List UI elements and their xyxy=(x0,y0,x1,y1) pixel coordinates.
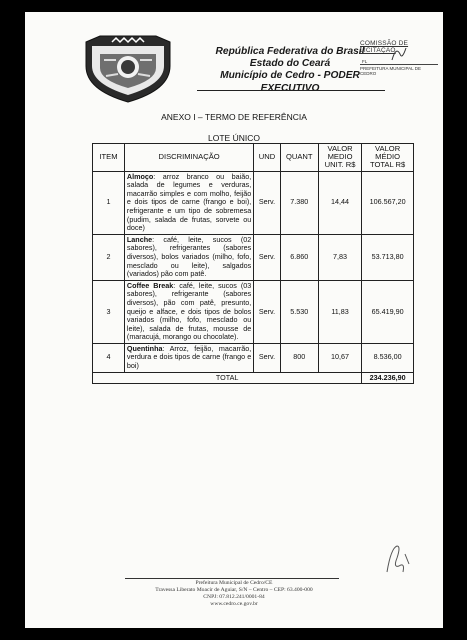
row-item-detail: : arroz branco ou baião, salada de legumes e verduras, macarrão simples e com molho, feijão e dois tipos de carne (frango e boi), refrigerante e um tipo de sobremesa (pudim, salada de frutas, sorvete ou doce) xyxy=(126,171,252,233)
row-item: 1 xyxy=(93,171,125,234)
document-page xyxy=(25,12,443,628)
col-und-header: UND xyxy=(254,144,280,172)
row-description xyxy=(124,343,253,372)
row-description xyxy=(124,234,253,280)
footer-address: Travessa Liberato Moacir de Aguiar, S/N – Centro – CEP: 63.400-000 xyxy=(155,587,313,593)
footer-cnpj: CNPJ: 07.812.241/0001-84 xyxy=(203,594,265,600)
table-header-row xyxy=(93,144,414,172)
row-unit-price: 7,83 xyxy=(318,234,361,280)
col-discriminacao-header: DISCRIMINAÇÃO xyxy=(124,144,253,172)
table-row xyxy=(93,343,414,372)
footer-org: Prefeitura Municipal de Cedro/CE xyxy=(195,580,273,586)
row-total-price: 53.713,80 xyxy=(362,234,414,280)
row-description xyxy=(124,280,253,343)
footer-divider xyxy=(125,578,339,579)
row-quantity: 6.860 xyxy=(280,234,318,280)
footer-website: www.cedro.ce.gov.br xyxy=(210,601,258,607)
row-item: 4 xyxy=(93,343,125,372)
row-item-name: Lanche xyxy=(126,234,153,244)
table-row xyxy=(93,280,414,343)
row-item-name: Almoço xyxy=(126,171,154,181)
row-unit-price: 14,44 xyxy=(318,171,361,234)
stamp-fl-label: FL xyxy=(362,59,368,64)
col-item-header: ITEM xyxy=(93,144,125,172)
row-unit: Serv. xyxy=(254,171,280,234)
row-item-name: Quentinha xyxy=(126,343,163,353)
row-item-detail: : café, leite, sucos (02 sabores), refrigerantes (sabores diversos), bolos variados (milho, fofo, mesclado ou leite), salgados (variados) pão com patê. xyxy=(126,234,252,279)
header-line-republic: República Federativa do Brasil xyxy=(215,46,365,57)
table-row xyxy=(93,171,414,234)
col-quant-header: QUANT xyxy=(280,144,318,172)
row-total-price: 8.536,00 xyxy=(362,343,414,372)
row-unit-price: 11,83 xyxy=(318,280,361,343)
row-item-detail: : Arroz, feijão, macarrão, verdura e dois tipos de carne (frango e boi) xyxy=(126,343,252,371)
row-item: 3 xyxy=(93,280,125,343)
annex-title: ANEXO I – TERMO DE REFERÊNCIA xyxy=(161,112,307,122)
header-line-state: Estado do Ceará xyxy=(249,58,331,69)
row-item-detail: : café, leite, sucos (03 sabores), refrigerante (sabores diversos), pão com patê, presunto, queijo e alface, e dois tipos de bolos variados (milho, fofo, mesclado ou leite), salada de frutas, mousse de (maracujá, morango ou chocolate). xyxy=(126,280,252,342)
municipal-coat-of-arms xyxy=(82,34,174,104)
handwritten-initials xyxy=(381,542,415,576)
row-unit: Serv. xyxy=(254,234,280,280)
total-label: TOTAL xyxy=(93,372,362,384)
lot-title: LOTE ÚNICO xyxy=(208,133,260,143)
total-value: 234.236,90 xyxy=(362,372,414,384)
row-total-price: 106.567,20 xyxy=(362,171,414,234)
row-item-name: Coffee Break xyxy=(126,280,174,290)
licitacao-stamp xyxy=(360,40,438,74)
row-unit: Serv. xyxy=(254,280,280,343)
row-unit-price: 10,67 xyxy=(318,343,361,372)
row-total-price: 65.419,90 xyxy=(362,280,414,343)
table-row xyxy=(93,234,414,280)
header-line-municipality: Município de Cedro - PODER EXECUTIVO xyxy=(220,70,360,94)
stamp-initials-mark xyxy=(390,44,408,64)
row-description xyxy=(124,171,253,234)
row-quantity: 7.380 xyxy=(280,171,318,234)
col-valor-total-header: VALOR MÉDIO TOTAL R$ xyxy=(362,144,414,172)
header-divider xyxy=(197,90,385,91)
col-valor-unit-header: VALOR MEDIO UNIT. R$ xyxy=(318,144,361,172)
row-unit: Serv. xyxy=(254,343,280,372)
stamp-title: COMISSÃO DE LICITAÇÃO xyxy=(360,40,409,54)
stamp-organization: PREFEITURA MUNICIPAL DE CEDRO xyxy=(360,64,438,76)
row-item: 2 xyxy=(93,234,125,280)
reference-table xyxy=(92,143,414,384)
table-total-row xyxy=(93,372,414,384)
row-quantity: 800 xyxy=(280,343,318,372)
row-quantity: 5.530 xyxy=(280,280,318,343)
